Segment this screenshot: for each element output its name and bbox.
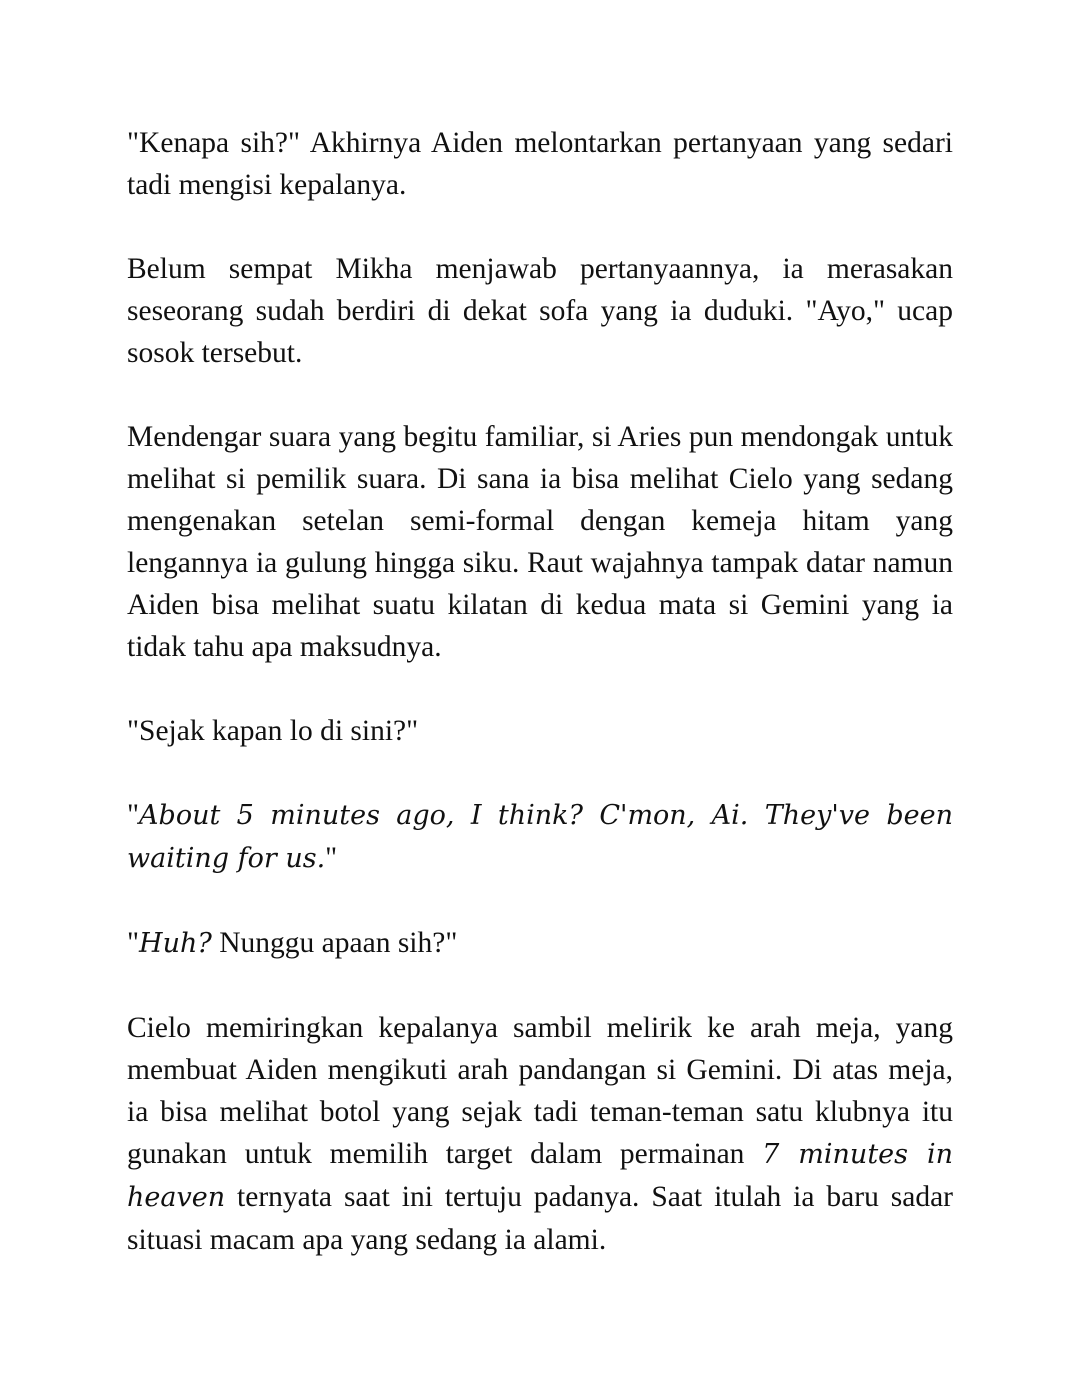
italic-game-title: 7 minutes in heaven: [127, 1139, 953, 1213]
paragraph-5: [127, 794, 953, 880]
close-quote: ": [325, 842, 338, 874]
italic-dialogue: About 5 minutes ago, I think? C'mon, Ai. They've been waiting for us.: [127, 800, 953, 874]
open-quote: ": [127, 927, 140, 959]
open-quote: ": [127, 799, 140, 831]
paragraph-7: [127, 1007, 953, 1261]
paragraph-3: Mendengar suara yang begitu familiar, si Aries pun mendongak untuk melihat si pemilik suara. Di sana ia bisa melihat Cielo yang sedang mengenakan setelan semi-formal dengan kemeja hitam yang lengannya ia gulung hingga siku. Raut wajahnya tampak datar namun Aiden bisa melihat suatu kilatan di kedua mata si Gemini yang ia tidak tahu apa maksudnya.: [127, 421, 953, 663]
paragraph-6: [127, 922, 953, 965]
paragraph-4: "Sejak kapan lo di sini?": [127, 715, 419, 747]
narration-before: Cielo memiringkan kepalanya sambil melirik ke arah meja, yang membuat Aiden mengikuti arah pandangan si Gemini. Di atas meja, ia bisa melihat botol yang sejak tadi teman-teman satu klubnya itu gunakan untuk memilih target dalam permainan: [127, 1012, 953, 1170]
narration-after: ternyata saat ini tertuju padanya. Saat itulah ia baru sadar situasi macam apa yang sedang ia alami.: [127, 1181, 953, 1256]
italic-word: Huh?: [139, 928, 212, 959]
paragraph-1: "Kenapa sih?" Akhirnya Aiden melontarkan pertanyaan yang sedari tadi mengisi kepalanya.: [127, 127, 953, 201]
dialogue-rest: Nunggu apaan sih?": [211, 927, 458, 959]
story-page: [127, 122, 953, 1303]
paragraph-2: Belum sempat Mikha menjawab pertanyaannya, ia merasakan seseorang sudah berdiri di dekat sofa yang ia duduki. "Ayo," ucap sosok tersebut.: [127, 253, 953, 369]
